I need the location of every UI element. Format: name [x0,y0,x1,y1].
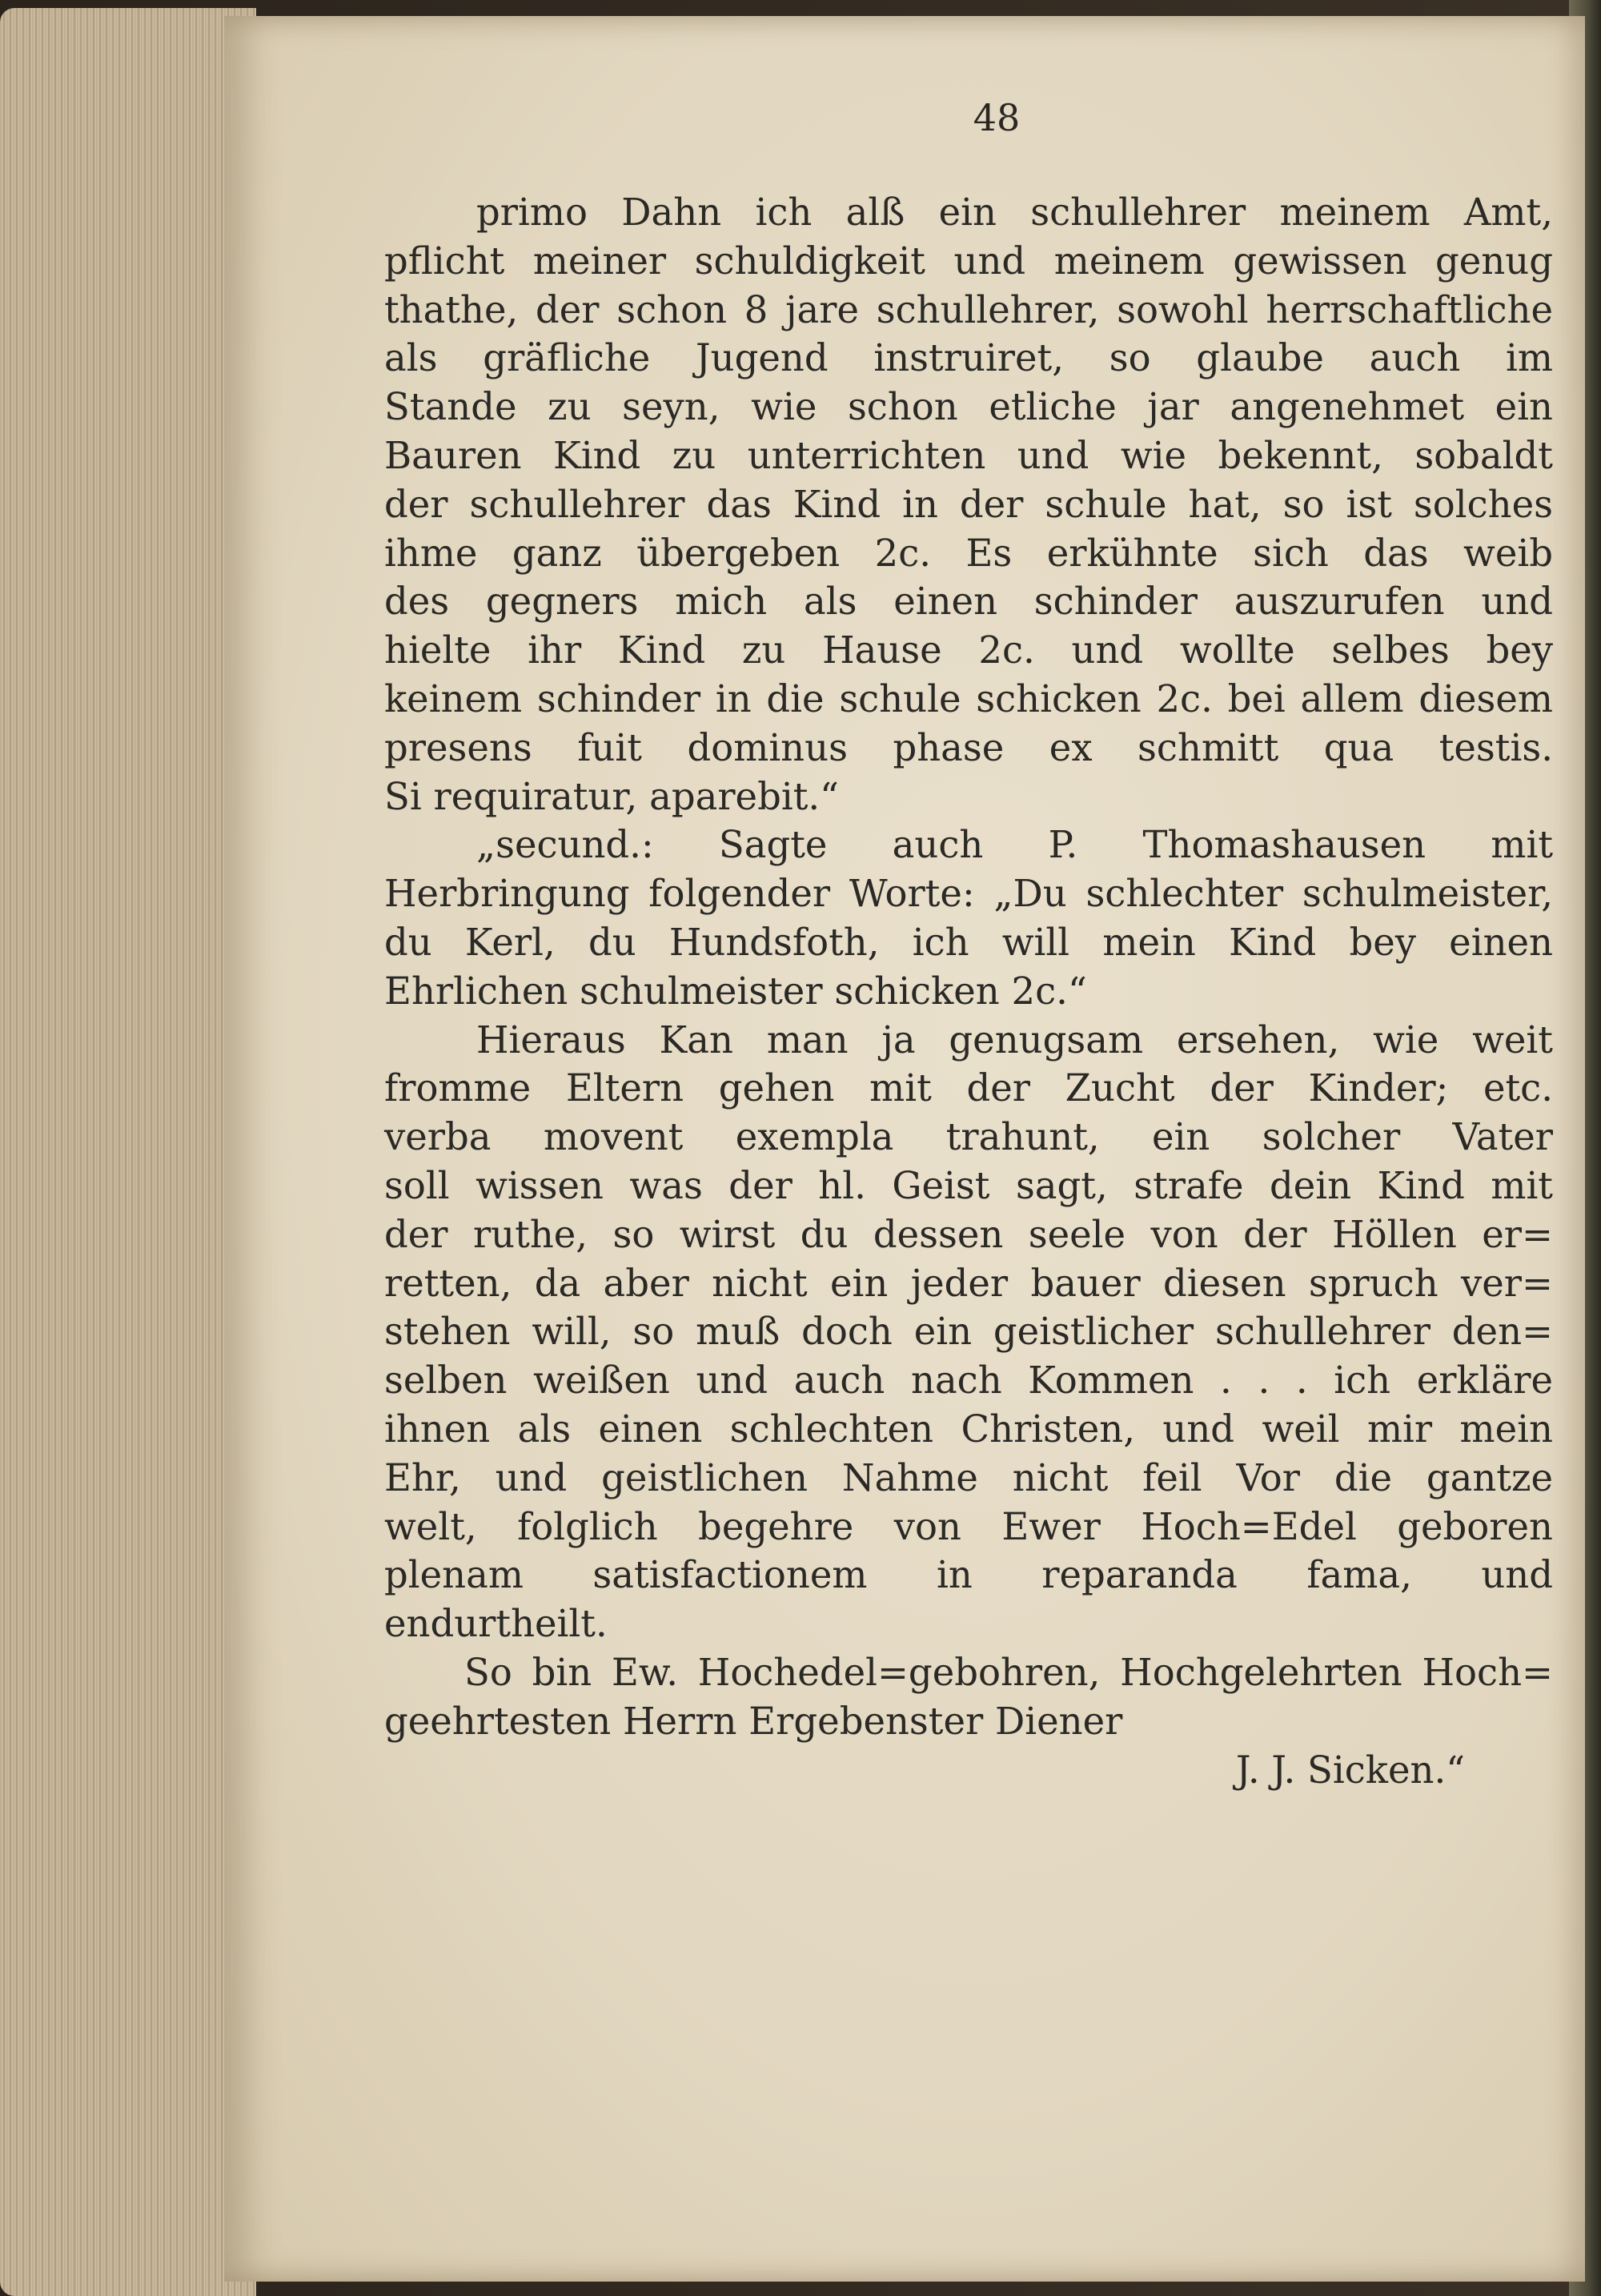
text-line: pflicht meiner schuldigkeit und meinem gewissen genug [384,239,1553,283]
text-line: hielte ihr Kind zu Hause 2c. und wollte selbes bey [384,628,1553,672]
text-line: des gegners mich als einen schinder auszurufen und [384,580,1553,624]
text-line: geehrtesten Herrn Ergebenster Diener [384,1699,1123,1743]
text-line: selben weißen und auch nach Kommen . . . ich erkläre [384,1359,1553,1403]
text-line: primo Dahn ich alß ein schullehrer meinem Amt, [476,191,1553,234]
text-line: endurtheilt. [384,1602,608,1646]
text-line: „secund.: Sagte auch P. Thomashausen mit [476,823,1553,867]
text-line: plenam satisfactionem in reparanda fama, und [384,1553,1553,1597]
page-number: 48 [973,96,1021,139]
text-line: welt, folglich begehre von Ewer Hoch=Edel geboren [384,1504,1553,1548]
text-line: ihme ganz übergeben 2c. Es erkühnte sich das weib [384,531,1553,575]
text-line: Stande zu seyn, wie schon etliche jar angenehmet ein [384,385,1553,429]
text-line: der schullehrer das Kind in der schule hat, so ist solches [384,482,1553,526]
text-line: fromme Eltern gehen mit der Zucht der Kinder; etc. [384,1066,1553,1110]
signature-line: J. J. Sicken.“ [1235,1748,1465,1792]
text-line: stehen will, so muß doch ein geistlicher schullehrer den= [384,1310,1553,1354]
page-stack-edges [0,8,256,2296]
text-line: ihnen als einen schlechten Christen, und weil mir mein [384,1407,1553,1451]
text-line: presens fuit dominus phase ex schmitt qua testis. [384,725,1553,769]
text-line: du Kerl, du Hundsfoth, ich will mein Kind bey einen [384,920,1553,964]
text-line: thathe, der schon 8 jare schullehrer, sowohl herrschaftliche [384,287,1553,331]
text-line: Bauren Kind zu unterrichten und wie bekennt, sobaldt [384,433,1553,477]
text-line: Hieraus Kan man ja genugsam ersehen, wie weit [476,1018,1553,1062]
text-line: So bin Ew. Hochedel=gebohren, Hochgelehrten Hoch= [464,1650,1553,1694]
text-line: Herbringung folgender Worte: „Du schlechter schulmeister, [384,872,1553,916]
text-line: der ruthe, so wirst du dessen seele von der Höllen er= [384,1212,1553,1256]
text-line: soll wissen was der hl. Geist sagt, strafe dein Kind mit [384,1163,1553,1207]
text-line: keinem schinder in die schule schicken 2c. bei allem diesem [384,676,1553,721]
text-line: Si requiratur, aparebit.“ [384,774,839,818]
page-text [384,188,1553,1794]
text-line: retten, da aber nicht ein jeder bauer diesen spruch ver= [384,1261,1553,1305]
text-line: verba movent exempla trahunt, ein solcher Vater [384,1115,1553,1159]
text-line: als gräfliche Jugend instruiret, so glaube auch im [384,336,1553,380]
text-line: Ehrlichen schulmeister schicken 2c.“ [384,969,1087,1013]
text-line: Ehr, und geistlichen Nahme nicht feil Vor die gantze [384,1455,1553,1499]
